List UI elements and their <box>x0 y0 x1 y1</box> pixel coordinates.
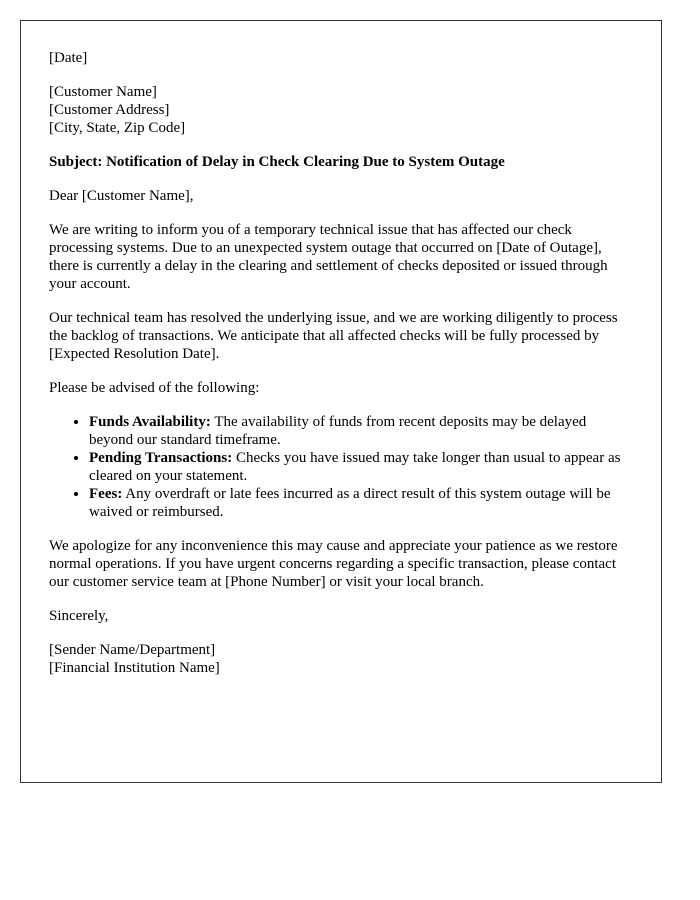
list-item-text: Any overdraft or late fees incurred as a direct result of this system outage will be waived or reimbursed. <box>89 486 611 520</box>
body-paragraph: We are writing to inform you of a temporary technical issue that has affected our check processing systems. Due to an unexpected system outage that occurred on [Date of Outage], there is currently a delay in the clearing and settlement of checks deposited or issued through your account. <box>49 222 608 292</box>
body-paragraph: Please be advised of the following: <box>49 380 260 396</box>
list-item-text: The availability of funds from recent deposits may be delayed beyond our standard timeframe. <box>89 414 587 448</box>
list-item-title: Funds Availability: <box>89 414 211 430</box>
date: [Date] <box>49 50 88 66</box>
body-paragraph: Our technical team has resolved the underlying issue, and we are working diligently to process the backlog of transactions. We anticipate that all affected checks will be fully processed by [Expected Resolution Date]. <box>49 310 618 362</box>
recipient-city: [City, State, Zip Code] <box>49 120 186 136</box>
recipient-address: [Customer Address] <box>49 102 170 118</box>
sender-department: [Sender Name/Department] <box>49 642 216 658</box>
closing-paragraph: We apologize for any inconvenience this may cause and appreciate your patience as we restore normal operations. If you have urgent concerns regarding a specific transaction, please contact our customer service team at [Phone Number] or visit your local branch. <box>49 538 618 590</box>
list-item-title: Fees: <box>89 486 123 502</box>
recipient-block <box>49 83 633 137</box>
letter <box>20 20 662 783</box>
advisory-list <box>49 413 633 521</box>
list-item-text: Checks you have issued may take longer than usual to appear as cleared on your statement. <box>89 450 621 484</box>
sender-institution: [Financial Institution Name] <box>49 660 220 676</box>
list-item-title: Pending Transactions: <box>89 450 233 466</box>
list-item <box>89 449 633 485</box>
signoff: Sincerely, <box>49 608 109 624</box>
sender-block <box>49 641 633 677</box>
salutation: Dear [Customer Name], <box>49 188 194 204</box>
list-item <box>89 485 633 521</box>
recipient-name: [Customer Name] <box>49 84 157 100</box>
subject-line: Subject: Notification of Delay in Check Clearing Due to System Outage <box>49 154 505 170</box>
list-item <box>89 413 633 449</box>
